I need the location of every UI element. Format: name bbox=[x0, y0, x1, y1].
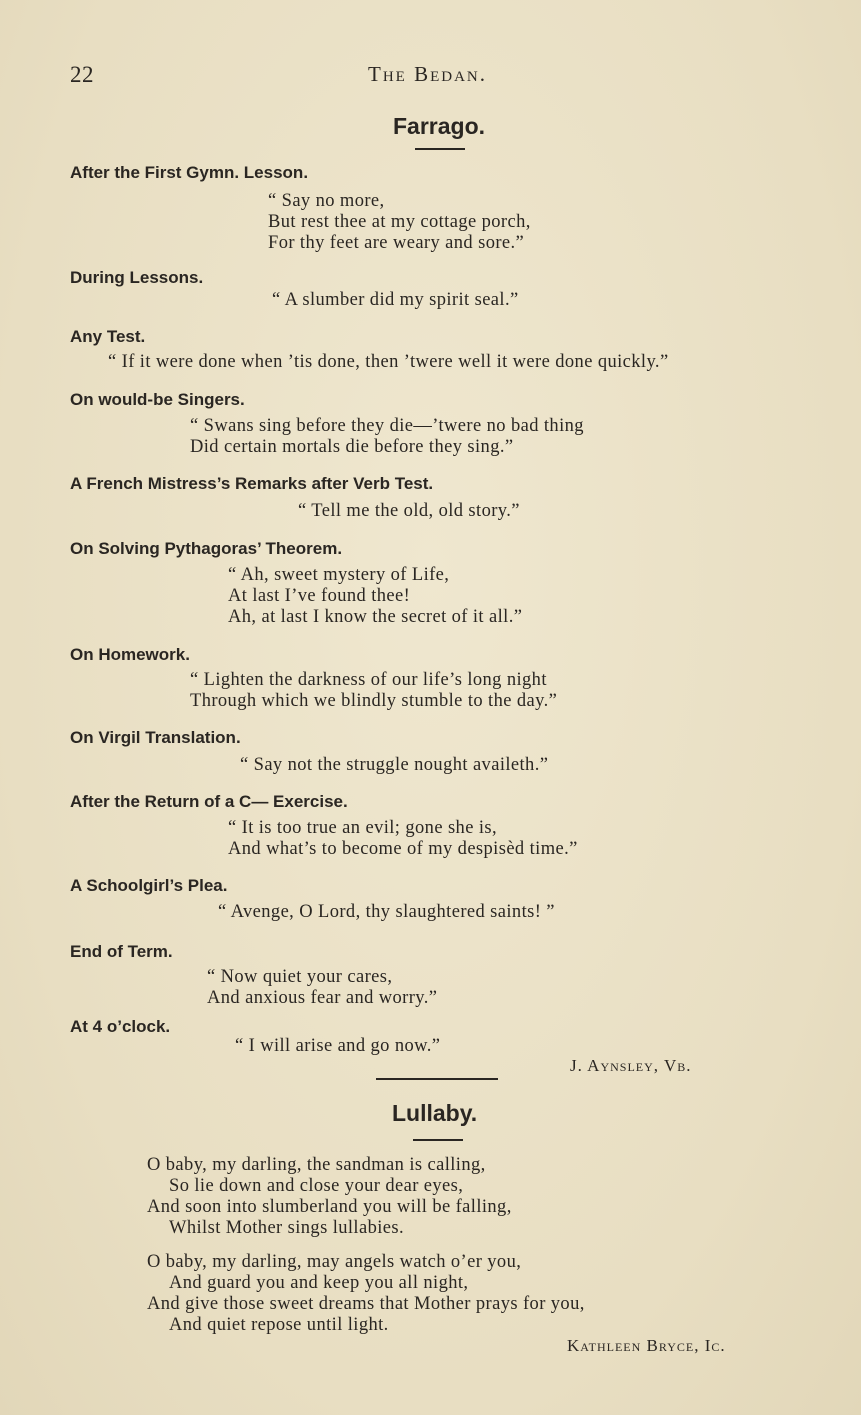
farrago-signature: J. Aynsley, Vb. bbox=[570, 1056, 692, 1075]
item-quote: “ Now quiet your cares, And anxious fear and worry.” bbox=[207, 967, 438, 1008]
item-heading: Any Test. bbox=[70, 327, 146, 346]
running-title: The Bedan. bbox=[368, 62, 487, 86]
item-quote: “ I will arise and go now.” bbox=[235, 1036, 441, 1056]
item-quote: “ Say no more, But rest thee at my cottage porch, For thy feet are weary and sore.” bbox=[268, 191, 531, 253]
item-quote: “ Avenge, O Lord, thy slaughtered saints! ” bbox=[218, 902, 555, 922]
item-heading: During Lessons. bbox=[70, 268, 204, 287]
lullaby-title: Lullaby. bbox=[392, 1100, 478, 1126]
lullaby-stanza: O baby, my darling, the sandman is calling, So lie down and close your dear eyes, And soon into slumberland you will be falling, Whilst Mother sings lullabies. bbox=[147, 1155, 512, 1238]
item-quote: “ Swans sing before they die—’twere no bad thing Did certain mortals die before they sing.” bbox=[190, 416, 584, 457]
item-heading: On Homework. bbox=[70, 645, 190, 664]
item-heading: On Virgil Translation. bbox=[70, 728, 241, 747]
item-heading: A Schoolgirl’s Plea. bbox=[70, 876, 228, 895]
lullaby-signature: Kathleen Bryce, Ic. bbox=[567, 1336, 726, 1355]
item-heading: After the First Gymn. Lesson. bbox=[70, 163, 309, 182]
item-heading: A French Mistress’s Remarks after Verb Test. bbox=[70, 474, 434, 493]
section-rule bbox=[376, 1078, 498, 1080]
item-heading: On would-be Singers. bbox=[70, 390, 245, 409]
item-quote: “ A slumber did my spirit seal.” bbox=[272, 290, 519, 310]
page-number: 22 bbox=[70, 62, 94, 87]
lullaby-stanza: O baby, my darling, may angels watch o’er you, And guard you and keep you all night, And give those sweet dreams that Mother prays for you, And quiet repose until light. bbox=[147, 1252, 585, 1335]
item-heading: On Solving Pythagoras’ Theorem. bbox=[70, 539, 343, 558]
item-heading: At 4 o’clock. bbox=[70, 1017, 171, 1036]
title-rule bbox=[415, 148, 465, 150]
item-quote: “ Tell me the old, old story.” bbox=[298, 501, 520, 521]
item-quote: “ It is too true an evil; gone she is, And what’s to become of my despisèd time.” bbox=[228, 818, 578, 859]
item-quote: “ Lighten the darkness of our life’s long night Through which we blindly stumble to the day.” bbox=[190, 670, 558, 711]
item-quote: “ Ah, sweet mystery of Life, At last I’ve found thee! Ah, at last I know the secret of it all.” bbox=[228, 565, 523, 627]
item-heading: End of Term. bbox=[70, 942, 173, 961]
title-rule bbox=[413, 1139, 463, 1141]
farrago-title: Farrago. bbox=[393, 113, 486, 139]
item-quote: “ If it were done when ’tis done, then ’twere well it were done quickly.” bbox=[108, 352, 669, 372]
item-heading: After the Return of a C— Exercise. bbox=[70, 792, 348, 811]
item-quote: “ Say not the struggle nought availeth.” bbox=[240, 755, 549, 775]
